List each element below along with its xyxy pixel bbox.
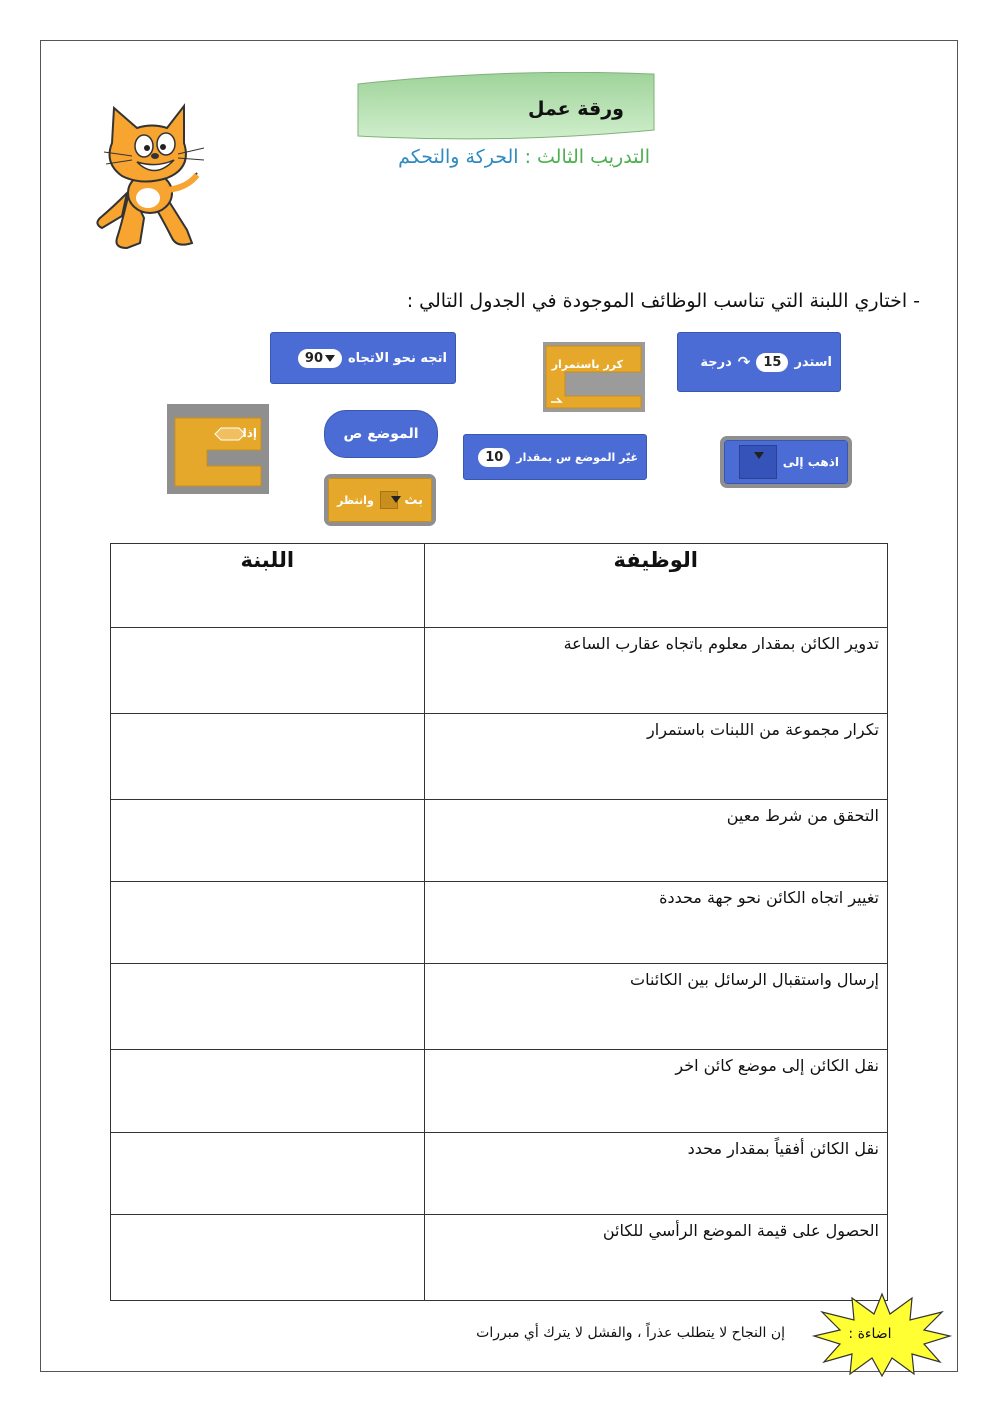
subtitle-topic: الحركة والتحكم: [398, 146, 519, 168]
brick-cell[interactable]: [111, 628, 425, 714]
table-row: [111, 800, 888, 882]
brick-cell[interactable]: [111, 964, 425, 1050]
worksheet-subtitle: [300, 146, 650, 168]
function-cell: تغيير اتجاه الكائن نحو جهة محددة: [424, 882, 887, 964]
function-cell: نقل الكائن إلى موضع كائن اخر: [424, 1050, 887, 1133]
change-x-label: غيّر الموضع س بمقدار: [516, 450, 638, 464]
dropdown-arrow-icon: [325, 355, 335, 362]
if-block-shape: [167, 404, 269, 494]
dropdown-arrow-icon: [391, 496, 401, 503]
brick-cell[interactable]: [111, 1050, 425, 1133]
turn-block: [677, 332, 841, 392]
table-row: [111, 1215, 888, 1301]
y-position-label: الموضع ص: [343, 426, 419, 442]
go-to-label: اذهب إلى: [782, 455, 839, 469]
star-label: اضاءة :: [848, 1326, 892, 1342]
turn-value: 15: [756, 353, 788, 372]
brick-cell[interactable]: [111, 800, 425, 882]
dropdown-arrow-icon: [754, 452, 764, 459]
functions-table: [110, 543, 888, 1301]
subtitle-prefix: التدريب الثالث :: [524, 146, 650, 168]
function-cell: تدوير الكائن بمقدار معلوم باتجاه عقارب الساعة: [424, 628, 887, 714]
table-row: [111, 882, 888, 964]
forever-label: كرر باستمرار: [551, 358, 623, 371]
broadcast-label-end: وانتظر: [337, 493, 374, 507]
y-position-block: [324, 410, 438, 458]
turn-label-end: درجة: [700, 354, 732, 370]
brick-cell[interactable]: [111, 714, 425, 800]
table-row: [111, 964, 888, 1050]
direction-value: 90: [298, 349, 342, 368]
function-cell: إرسال واستقبال الرسائل بين الكائنات: [424, 964, 887, 1050]
change-x-block: [463, 434, 647, 480]
header-brick: اللبنة: [111, 544, 425, 628]
table-header-row: [111, 544, 888, 628]
point-direction-label: اتجه نحو الاتجاه: [348, 350, 447, 366]
table-row: [111, 714, 888, 800]
function-cell: الحصول على قيمة الموضع الرأسي للكائن: [424, 1215, 887, 1301]
function-cell: نقل الكائن أفقياً بمقدار محدد: [424, 1133, 887, 1215]
brick-cell[interactable]: [111, 882, 425, 964]
worksheet-title: ورقة عمل: [527, 98, 624, 120]
function-cell: تكرار مجموعة من اللبنات باستمرار: [424, 714, 887, 800]
forever-block: [543, 342, 645, 412]
go-to-dropdown: [739, 445, 777, 479]
go-to-block: [724, 440, 848, 484]
function-cell: التحقق من شرط معين: [424, 800, 887, 882]
turn-label-start: استدر: [794, 354, 832, 370]
change-x-value: 10: [478, 448, 510, 467]
broadcast-dropdown: [380, 491, 399, 509]
scratch-cat-illustration: [92, 98, 212, 258]
rotate-clockwise-icon: ↷: [737, 353, 751, 371]
footer-quote: إن النجاح لا يتطلب عذراً ، والفشل لا يترك أي مبررات: [476, 1325, 785, 1341]
if-label: إذا: [242, 426, 257, 440]
question-text: - اختاري اللبنة التي تناسب الوظائف الموجودة في الجدول التالي :: [406, 290, 920, 312]
table-row: [111, 628, 888, 714]
header-function: الوظيفة: [424, 544, 887, 628]
brick-cell[interactable]: [111, 1215, 425, 1301]
broadcast-label-start: بث: [404, 492, 423, 508]
brick-cell[interactable]: [111, 1133, 425, 1215]
table-row: [111, 1133, 888, 1215]
table-row: [111, 1050, 888, 1133]
point-direction-block: [270, 332, 456, 384]
forever-block-shape: [543, 342, 645, 412]
if-block: [167, 404, 269, 494]
broadcast-wait-block: [328, 478, 432, 522]
